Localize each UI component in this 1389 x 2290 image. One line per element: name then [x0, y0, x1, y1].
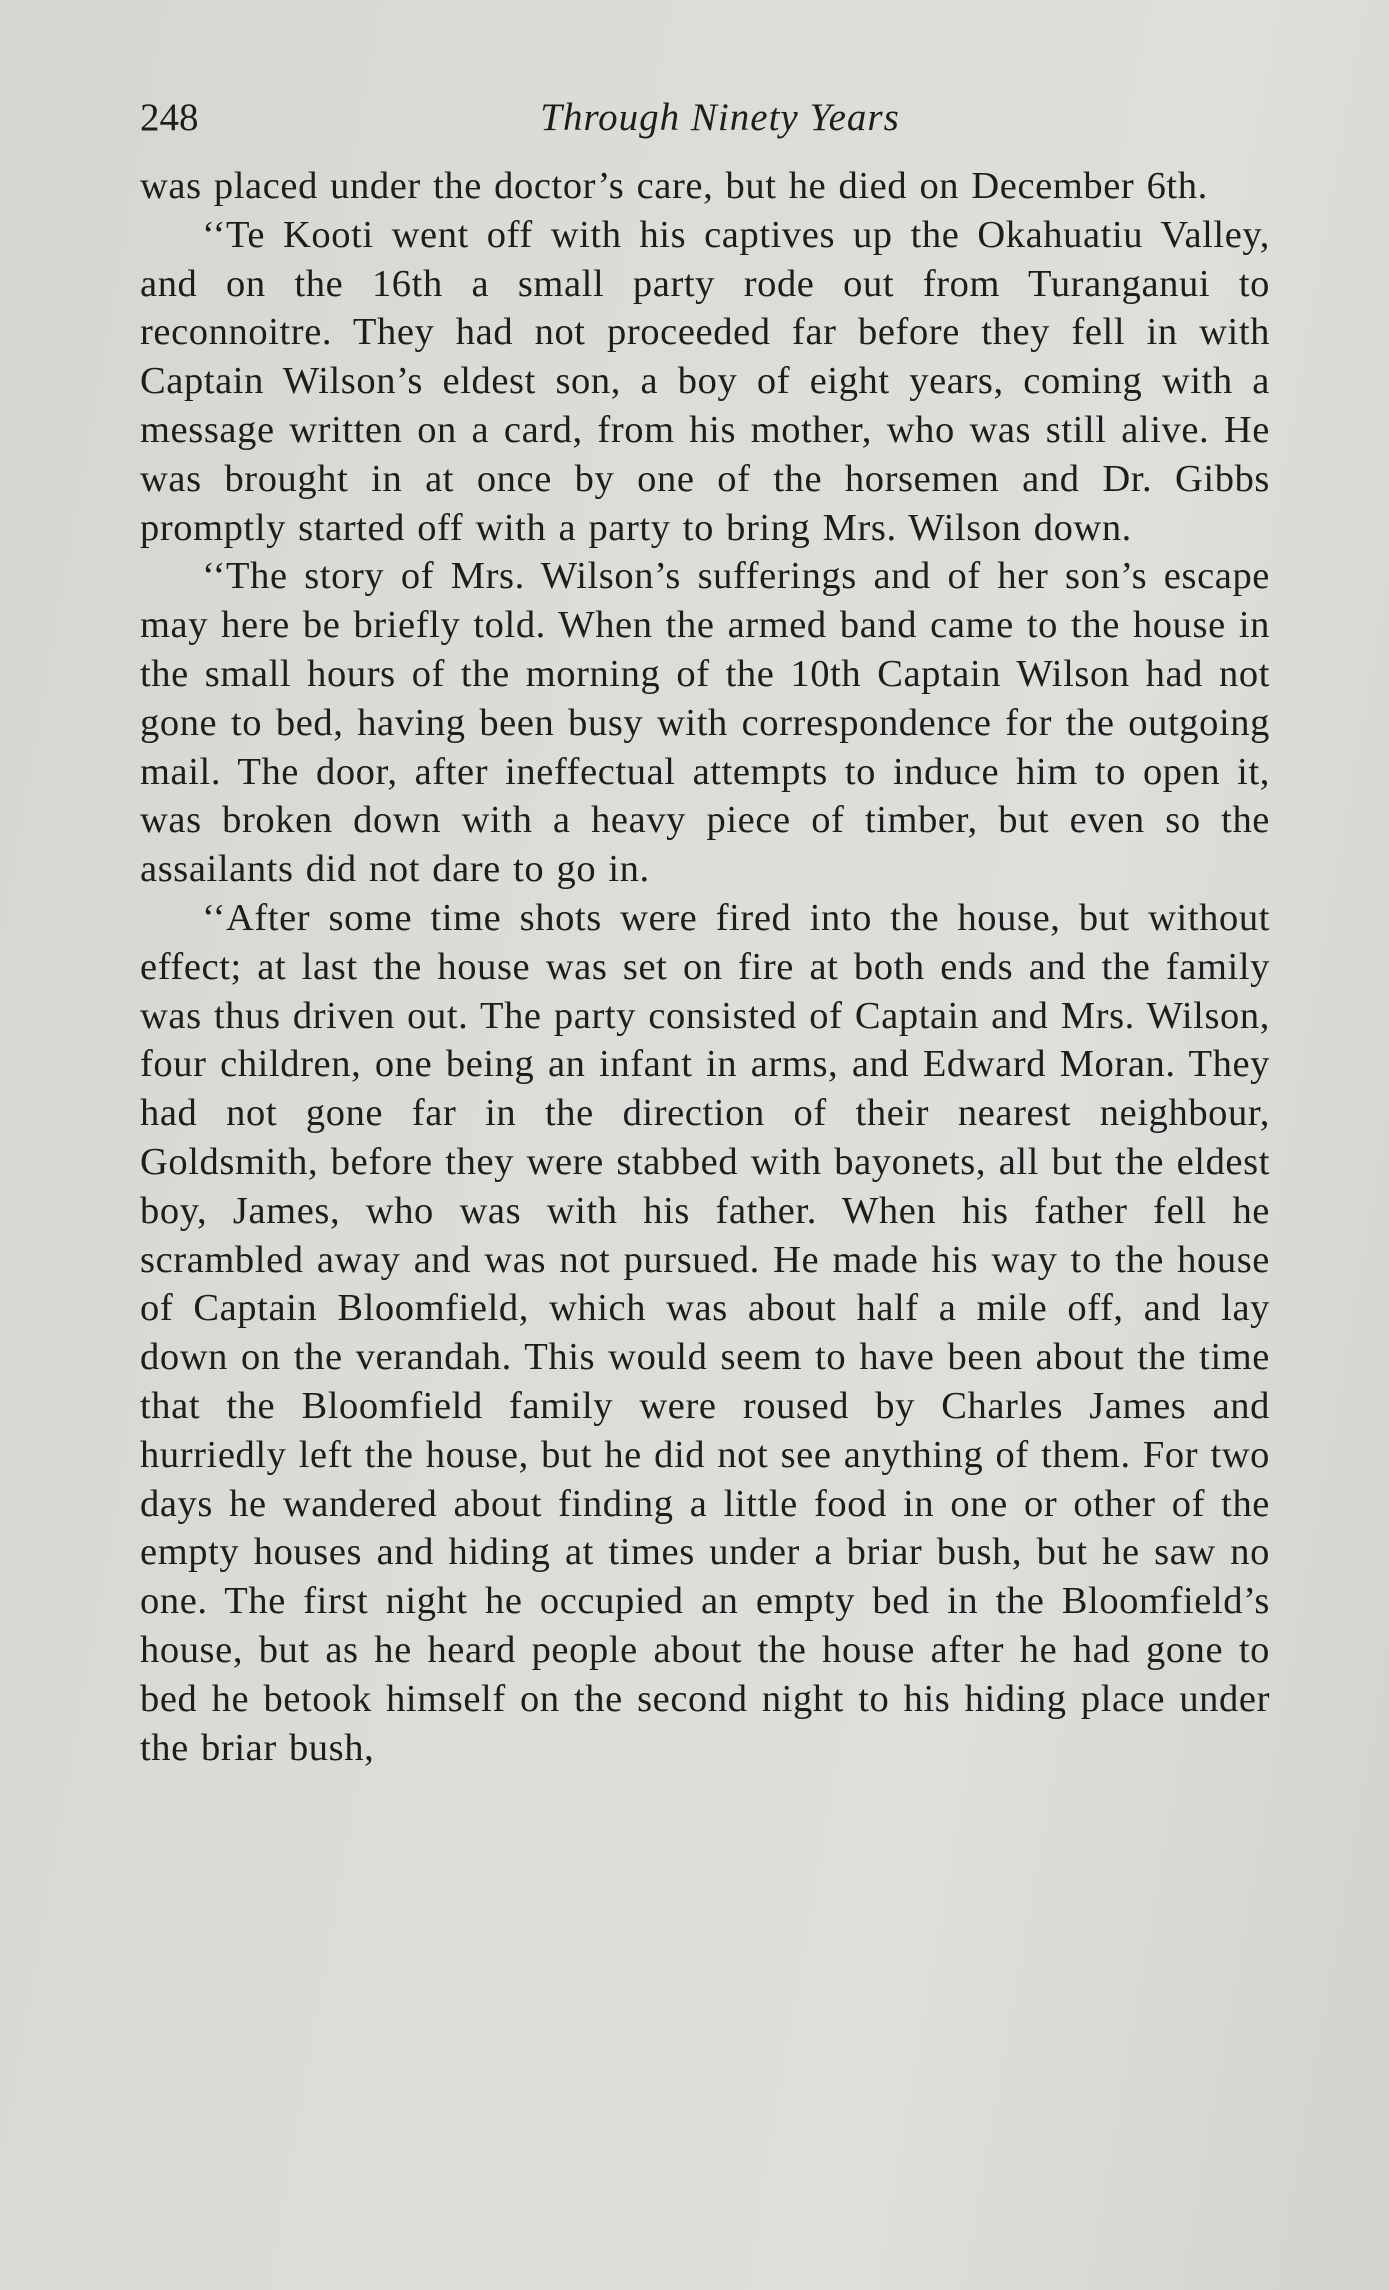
- page-number: 248: [140, 96, 199, 139]
- running-head: [140, 88, 1270, 148]
- paragraph-mrs-wilson-story: ‘‘The story of Mrs. Wilson’s sufferings and of her son’s escape may here be briefly told. When the armed band came to the house in the small hours of the morning of the 10th Captain Wilson had not gone to bed, having been busy with correspondence for the outgoing mail. The door, after ineffectual attempts to induce him to open it, was broken down with a heavy piece of timber, but even so the assailants did not dare to go in.: [140, 555, 1270, 891]
- paragraph-shots-fired: ‘‘After some time shots were fired into the house, but without effect; at last the house was set on fire at both ends and the family was thus driven out. The party consisted of Captain and Mrs. Wilson, four children, one being an infant in arms, and Edward Moran. They had not gone far in the direction of their nearest neighbour, Goldsmith, before they were stabbed with bayonets, all but the eldest boy, James, who was with his father. When his father fell he scrambled away and was not pursued. He made his way to the house of Captain Bloomfield, which was about half a mile off, and lay down on the verandah. This would seem to have been about the time that the Bloomfield family were roused by Charles James and hurriedly left the house, but he did not see anything of them. For two days he wandered about finding a little food in one or other of the empty houses and hiding at times under a briar bush, but he saw no one. The first night he occupied an empty bed in the Bloomfield’s house, but as he heard people about the house after he had gone to bed he betook himself on the second night to his hiding place under the briar bush,: [140, 896, 1270, 1769]
- book-page: [140, 88, 1270, 2268]
- paragraph-continued: was placed under the doctor’s care, but he died on December 6th.: [140, 165, 1208, 207]
- body-text: [140, 162, 1270, 1772]
- paragraph-te-kooti: ‘‘Te Kooti went off with his captives up the Okahuatiu Valley, and on the 16th a small party rode out from Turanganui to reconnoitre. They had not proceeded far before they fell in with Captain Wilson’s eldest son, a boy of eight years, coming with a message written on a card, from his mother, who was still alive. He was brought in at once by one of the horsemen and Dr. Gibbs promptly started off with a party to bring Mrs. Wilson down.: [140, 213, 1270, 549]
- running-title: Through Ninety Years: [540, 96, 900, 139]
